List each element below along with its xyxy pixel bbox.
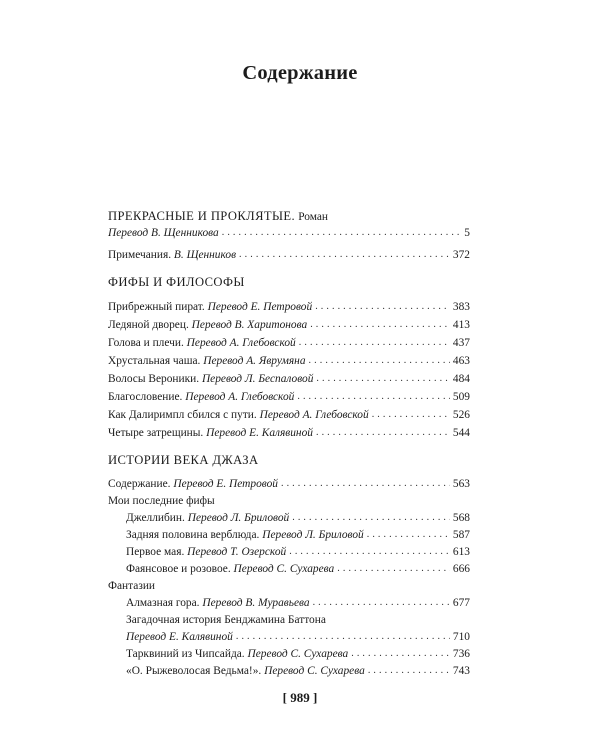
toc-entry-page: 710 <box>452 631 470 643</box>
toc-entry-title: Алмазная гора. <box>126 597 200 609</box>
toc-entry-title: Прибрежный пират. <box>108 301 205 313</box>
section-heading-text: ПРЕКРАСНЫЕ И ПРОКЛЯТЫЕ. <box>108 209 296 223</box>
toc-entry-translator: Перевод Е. Петровой <box>173 478 278 490</box>
dot-leader <box>239 245 450 264</box>
toc-entry[interactable] <box>108 352 470 370</box>
toc-entry[interactable] <box>108 246 470 264</box>
toc-entry-title: Содержание. <box>108 478 171 490</box>
toc-entry-translator: Перевод Е. Калявиной <box>206 427 313 439</box>
toc-entry-title: Волосы Вероники. <box>108 373 200 385</box>
dot-leader <box>316 423 450 442</box>
toc-entry-title: Четыре затрещины. <box>108 427 204 439</box>
toc-entry-title: Голова и плечи. <box>108 337 184 349</box>
toc-entry-title-line[interactable]: Загадочная история Бенджамина Баттона <box>126 614 326 626</box>
toc-entry[interactable] <box>108 298 470 316</box>
toc-entry-translator: Перевод С. Сухарева <box>247 648 349 660</box>
toc-entry[interactable] <box>108 527 470 544</box>
toc-entry-title: Фаянсовое и розовое. <box>126 563 231 575</box>
toc-entry[interactable] <box>108 370 470 388</box>
dot-leader <box>351 645 450 662</box>
toc-entry[interactable] <box>108 595 470 612</box>
dot-leader <box>292 509 450 526</box>
toc-entry-translator: Перевод С. Сухарева <box>264 665 365 677</box>
toc-entry-translator: В. Щенников <box>173 249 237 261</box>
toc-entry-title: Первое мая. <box>126 546 185 558</box>
dot-leader <box>289 543 450 560</box>
toc-entry-title: Примечания. <box>108 249 172 261</box>
toc-entry-page: 613 <box>452 546 470 558</box>
toc-entry-title: Хрустальная чаша. <box>108 355 201 367</box>
toc-entry-translator: Перевод В. Щенникова <box>108 227 219 239</box>
toc-entry-translator: Перевод А. Глебовской <box>259 409 369 421</box>
toc-entry-page: 544 <box>452 427 470 439</box>
toc-entry[interactable] <box>108 561 470 578</box>
dot-leader <box>316 369 450 388</box>
toc-entry-page: 526 <box>452 409 470 421</box>
toc-entry[interactable] <box>108 334 470 352</box>
toc-entry-title: Задняя половина верблюда. <box>126 529 260 541</box>
toc-entry[interactable] <box>108 406 470 424</box>
toc-entry-page: 677 <box>452 597 470 609</box>
section-heading-part1 <box>108 208 470 224</box>
dot-leader <box>368 662 450 679</box>
toc-entry-page: 743 <box>452 665 470 677</box>
toc-entry-translator: Перевод В. Харитонова <box>191 319 308 331</box>
section-heading-part3 <box>108 452 470 468</box>
toc-entry-translator: Перевод Л. Бриловой <box>262 529 364 541</box>
toc-entry-title: Ледяной дворец. <box>108 319 189 331</box>
section-heading-text: ИСТОРИИ ВЕКА ДЖАЗА <box>108 453 259 467</box>
toc-entry-title: Тарквиний из Чипсайда. <box>126 648 245 660</box>
toc-entry[interactable] <box>108 629 470 646</box>
toc-entry-title: Благословение. <box>108 391 183 403</box>
section-heading-part2 <box>108 274 470 290</box>
toc-entry[interactable] <box>108 224 470 242</box>
toc-entry-translator: Перевод А. Яврумяна <box>203 355 306 367</box>
toc-entry-page: 484 <box>452 373 470 385</box>
dot-leader <box>297 387 450 406</box>
toc-entry-page: 563 <box>452 478 470 490</box>
toc-entry[interactable] <box>108 663 470 680</box>
toc-entry-title: Как Далиримпл сбился с пути. <box>108 409 257 421</box>
section-heading-suffix: Роман <box>298 211 328 223</box>
page-title: Содержание <box>242 62 358 84</box>
toc-entry-page: 413 <box>452 319 470 331</box>
toc-entry-translator: Перевод Л. Бриловой <box>187 512 290 524</box>
page-number: [ 989 ] <box>282 690 318 705</box>
toc-entry-page: 5 <box>464 227 470 239</box>
toc-group-label: Мои последние фифы <box>108 495 215 507</box>
toc-entry-translator: Перевод Т. Озерской <box>187 546 287 558</box>
dot-leader <box>310 315 450 334</box>
toc-entry[interactable] <box>108 424 470 442</box>
toc-entry[interactable] <box>108 510 470 527</box>
dot-leader <box>372 405 450 424</box>
toc-entry-title: «О. Рыжеволосая Ведьма!». <box>126 665 262 677</box>
toc-entry-page: 666 <box>452 563 470 575</box>
toc-entry[interactable] <box>108 646 470 663</box>
toc-entry-page: 587 <box>452 529 470 541</box>
dot-leader <box>281 475 450 492</box>
dot-leader <box>315 297 450 316</box>
toc-entry-page: 383 <box>452 301 470 313</box>
toc-entry-translator: Перевод А. Глебовской <box>186 337 296 349</box>
toc-entry[interactable] <box>108 544 470 561</box>
toc-entry-translator: Перевод В. Муравьева <box>202 597 310 609</box>
toc-entry[interactable] <box>108 388 470 406</box>
toc-entry-page: 736 <box>452 648 470 660</box>
dot-leader <box>222 223 462 242</box>
table-of-contents <box>108 208 470 680</box>
toc-entry[interactable] <box>108 476 470 493</box>
toc-entry-translator: Перевод А. Глебовской <box>185 391 295 403</box>
toc-entry-translator: Перевод Е. Петровой <box>207 301 313 313</box>
dot-leader <box>309 351 450 370</box>
toc-entry-page: 372 <box>452 249 470 261</box>
toc-entry-title: Джеллибин. <box>126 512 185 524</box>
dot-leader <box>236 628 450 645</box>
toc-entry-translator: Перевод Е. Калявиной <box>126 631 233 643</box>
toc-entry-page: 437 <box>452 337 470 349</box>
toc-entry-page: 568 <box>452 512 470 524</box>
toc-entry-translator: Перевод С. Сухарева <box>233 563 335 575</box>
dot-leader <box>337 560 450 577</box>
section-heading-text: ФИФЫ И ФИЛОСОФЫ <box>108 275 245 289</box>
dot-leader <box>367 526 450 543</box>
dot-leader <box>299 333 450 352</box>
toc-group-label: Фантазии <box>108 580 156 592</box>
toc-entry[interactable] <box>108 316 470 334</box>
toc-entry-page: 463 <box>452 355 470 367</box>
dot-leader <box>313 594 450 611</box>
toc-entry-page: 509 <box>452 391 470 403</box>
toc-entry-translator: Перевод Л. Беспаловой <box>201 373 314 385</box>
